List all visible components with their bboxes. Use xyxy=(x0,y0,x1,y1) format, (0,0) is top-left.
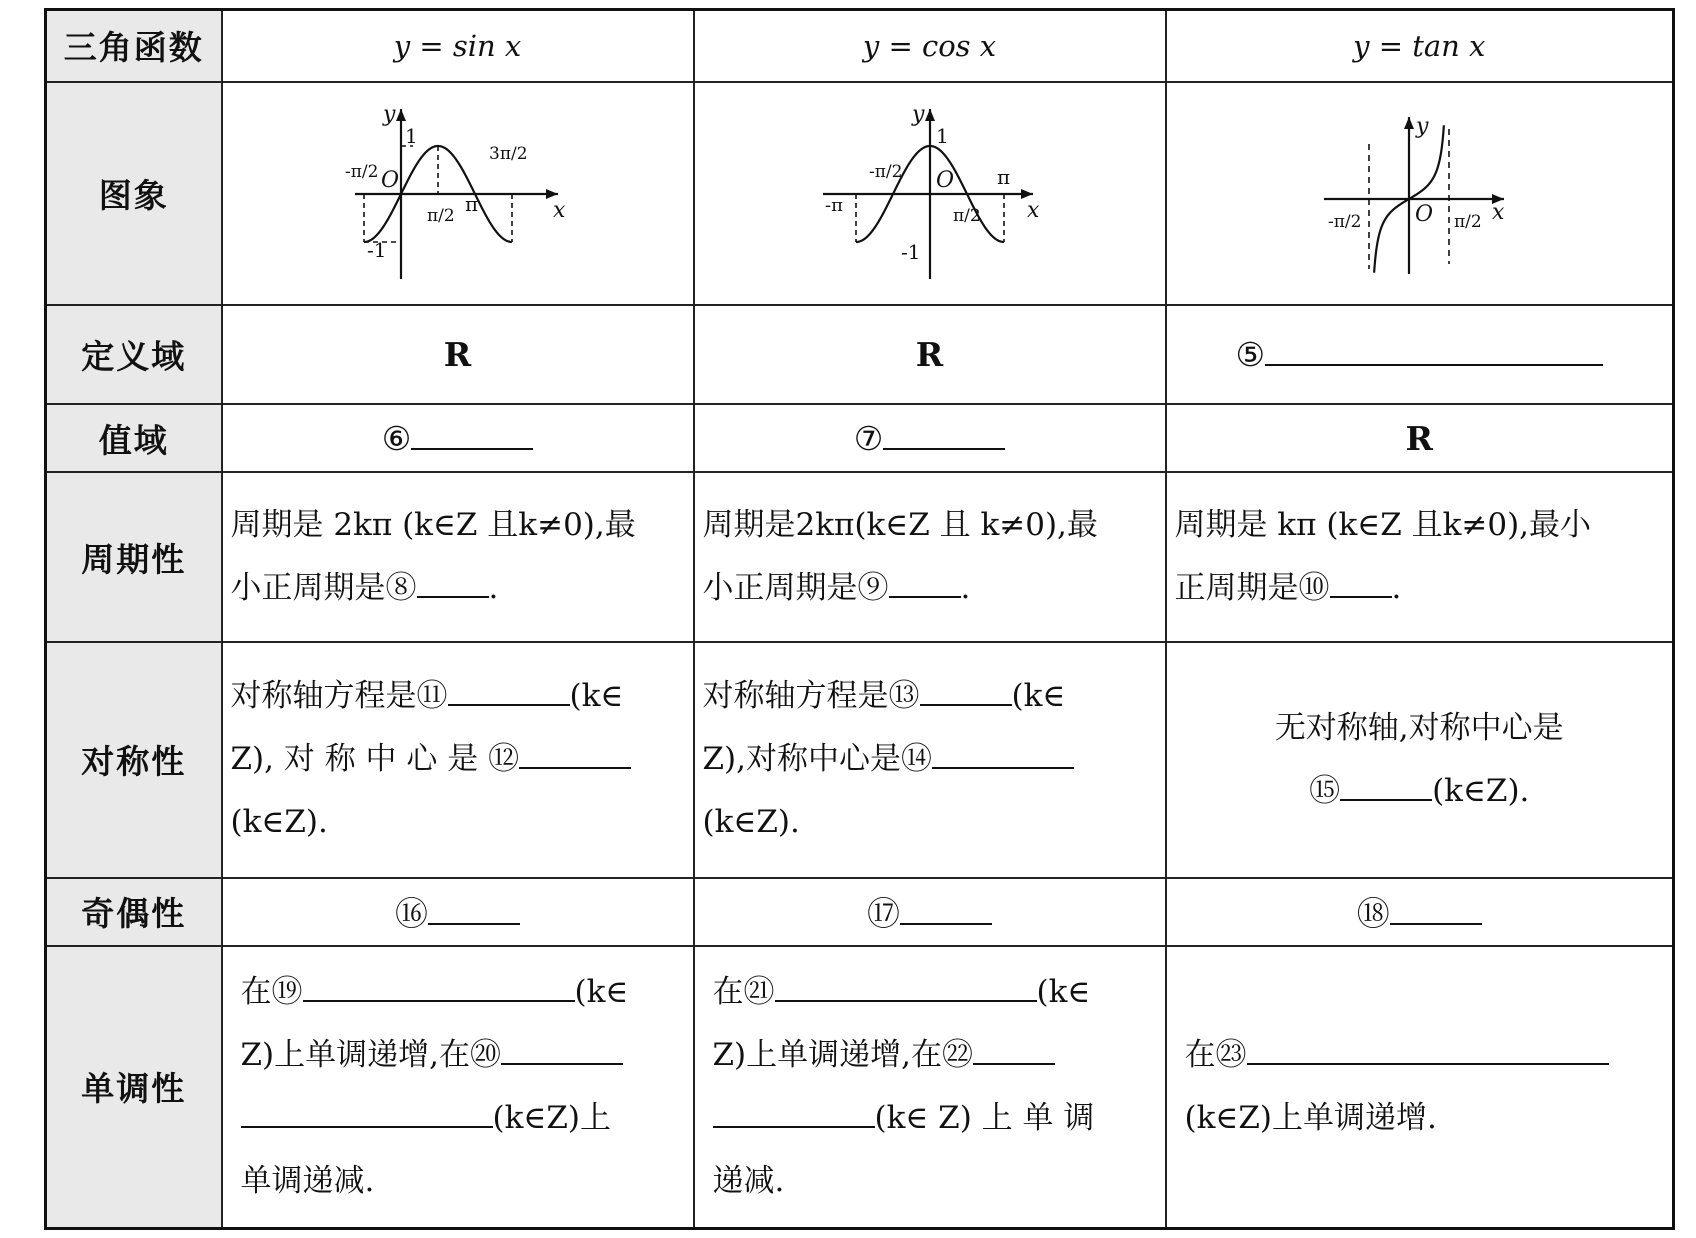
range-cos-cell xyxy=(694,404,1166,472)
symmetry-cos-line2 xyxy=(703,728,1157,791)
period-sin-line2: 小正周期是⑧ xyxy=(230,570,417,607)
monotonic-row xyxy=(46,946,1674,1229)
monotonic-sin-line2 xyxy=(241,1024,685,1087)
monotonic-cos-c: Z)上单调递增,在㉒ xyxy=(712,1036,973,1073)
parity-row xyxy=(46,878,1674,946)
sin-y-label: y xyxy=(382,101,395,127)
tan-y-label: y xyxy=(1416,113,1429,139)
range-cos-number: ⑦ xyxy=(853,419,884,459)
answer-blank xyxy=(428,893,520,925)
symmetry-sin-line1 xyxy=(231,665,685,728)
symmetry-tan-cell xyxy=(1166,642,1674,878)
trig-function-table xyxy=(44,8,1675,1230)
answer-blank xyxy=(519,737,631,769)
cos-neg-half-pi-label: -π/2 xyxy=(868,161,902,182)
monotonic-tan-b: (k∈Z)上单调递增. xyxy=(1184,1099,1437,1136)
monotonic-cos-d: (k∈ Z) 上 单 调 xyxy=(874,1099,1095,1136)
monotonic-tan-line1 xyxy=(1185,1024,1665,1087)
monotonic-tan-cell xyxy=(1166,946,1674,1229)
symmetry-tan-line2 xyxy=(1175,760,1665,823)
monotonic-cos-line2 xyxy=(713,1024,1157,1087)
tan-x-label: x xyxy=(1492,199,1505,225)
answer-blank xyxy=(241,1096,493,1128)
period-cos-cell xyxy=(694,472,1166,642)
monotonic-sin-a: 在⑲ xyxy=(240,973,303,1010)
monotonic-sin-line3 xyxy=(241,1087,685,1150)
symmetry-sin-d: (k∈Z). xyxy=(230,804,328,841)
trig-function-table-sheet xyxy=(44,8,1672,1230)
period-sin-line1: 周期是 2kπ (k∈Z 且k≠0),最 xyxy=(230,507,636,544)
monotonic-sin-c: Z)上单调递增,在⑳ xyxy=(240,1036,501,1073)
monotonic-cos-line1 xyxy=(713,961,1157,1024)
symmetry-sin-c: Z), 对 称 中 心 是 ⑫ xyxy=(230,741,520,778)
parity-cos-number: ⑰ xyxy=(867,894,900,934)
range-row-label: 值域 xyxy=(46,404,222,472)
symmetry-cos-a: 对称轴方程是⑬ xyxy=(702,678,920,715)
symmetry-cos-line1 xyxy=(703,665,1157,728)
sin-x-label: x xyxy=(552,197,565,223)
period-cos-line1: 周期是2kπ(k∈Z 且 k≠0),最 xyxy=(702,507,1098,544)
monotonic-cos-line3 xyxy=(713,1087,1157,1150)
sin-graph-cell xyxy=(222,82,694,305)
period-tan-line1: 周期是 kπ (k∈Z 且k≠0),最小 xyxy=(1174,507,1592,544)
domain-tan-number: ⑤ xyxy=(1235,335,1266,375)
graph-row xyxy=(46,82,1674,305)
answer-blank xyxy=(889,566,961,598)
answer-blank xyxy=(775,970,1037,1002)
period-tan-cell xyxy=(1166,472,1674,642)
tan-graph-cell xyxy=(1166,82,1674,305)
monotonic-cos-b: (k∈ xyxy=(1036,973,1091,1010)
monotonic-sin-line1 xyxy=(241,961,685,1024)
symmetry-cos-c: Z),对称中心是⑭ xyxy=(702,741,932,778)
range-sin-number: ⑥ xyxy=(381,419,412,459)
symmetry-sin-cell xyxy=(222,642,694,878)
answer-blank xyxy=(973,1033,1055,1065)
monotonic-cos-e: 递减. xyxy=(712,1162,785,1199)
monotonic-sin-cell xyxy=(222,946,694,1229)
period-row xyxy=(46,472,1674,642)
period-row-label: 周期性 xyxy=(46,472,222,642)
sin-one-label: 1 xyxy=(404,123,418,148)
parity-tan-number: ⑱ xyxy=(1356,894,1390,934)
symmetry-row xyxy=(46,642,1674,878)
period-tan-line2-wrap: 正周期是⑩ . xyxy=(1175,557,1665,620)
header-row xyxy=(46,10,1674,82)
period-sin-cell xyxy=(222,472,694,642)
parity-row-label: 奇偶性 xyxy=(46,878,222,946)
monotonic-cos-cell xyxy=(694,946,1166,1229)
range-sin-cell xyxy=(222,404,694,472)
answer-blank xyxy=(1265,334,1603,366)
parity-sin-cell xyxy=(222,878,694,946)
domain-sin: R xyxy=(222,305,694,405)
range-tan: R xyxy=(1166,404,1674,472)
sin-neg-one-label: -1 xyxy=(366,237,386,262)
cos-y-label: y xyxy=(911,101,924,127)
symmetry-sin-line2 xyxy=(231,728,685,791)
period-cos-line2-wrap: 小正周期是⑨ . xyxy=(703,557,1157,620)
answer-blank xyxy=(448,674,570,706)
symmetry-row-label: 对称性 xyxy=(46,642,222,878)
parity-sin-number: ⑯ xyxy=(395,894,428,934)
monotonic-sin-e: 单调递减. xyxy=(240,1162,375,1199)
cos-half-pi-label: π/2 xyxy=(952,205,981,226)
symmetry-tan-b: ⑮ xyxy=(1309,772,1341,809)
tan-origin-label: O xyxy=(1415,201,1434,227)
symmetry-tan-a: 无对称轴,对称中心是 xyxy=(1274,709,1564,746)
symmetry-sin-b: (k∈ xyxy=(569,678,624,715)
parity-tan-cell xyxy=(1166,878,1674,946)
cos-graph-cell xyxy=(694,82,1166,305)
sin-half-pi-label: π/2 xyxy=(426,205,455,226)
symmetry-cos-d: (k∈Z). xyxy=(702,804,800,841)
range-row xyxy=(46,404,1674,472)
monotonic-sin-b: (k∈ xyxy=(574,973,629,1010)
tan-neg-half-pi-label: -π/2 xyxy=(1328,211,1362,232)
answer-blank xyxy=(1390,893,1482,925)
answer-blank xyxy=(501,1033,623,1065)
header-sin: y = sin x xyxy=(222,10,694,82)
cos-x-label: x xyxy=(1026,197,1039,223)
sin-neg-half-pi-label: -π/2 xyxy=(344,161,378,182)
cos-graph xyxy=(815,99,1045,284)
answer-blank xyxy=(1340,769,1432,801)
cos-origin-label: O xyxy=(935,167,954,193)
answer-blank xyxy=(713,1096,875,1128)
cos-one-label: 1 xyxy=(935,123,949,148)
symmetry-sin-a: 对称轴方程是⑪ xyxy=(230,678,448,715)
sin-three-half-pi-label: 3π/2 xyxy=(488,143,528,164)
header-label: 三角函数 xyxy=(46,10,222,82)
answer-blank xyxy=(303,970,575,1002)
sin-graph xyxy=(343,99,573,284)
domain-tan-cell xyxy=(1166,305,1674,405)
domain-row xyxy=(46,305,1674,405)
monotonic-sin-d: (k∈Z)上 xyxy=(492,1099,611,1136)
monotonic-cos-a: 在㉑ xyxy=(712,973,775,1010)
sin-origin-label: O xyxy=(380,167,399,193)
cos-neg-one-label: -1 xyxy=(900,239,920,264)
domain-row-label: 定义域 xyxy=(46,305,222,405)
cos-pi-label: π xyxy=(996,164,1010,189)
tan-graph xyxy=(1304,99,1534,284)
answer-blank xyxy=(1330,566,1392,598)
domain-cos: R xyxy=(694,305,1166,405)
answer-blank xyxy=(883,418,1005,450)
sin-pi-label: π xyxy=(464,191,478,216)
answer-blank xyxy=(900,893,992,925)
period-cos-line2: 小正周期是⑨ xyxy=(702,570,889,607)
symmetry-cos-cell xyxy=(694,642,1166,878)
answer-blank xyxy=(417,566,489,598)
answer-blank xyxy=(932,737,1074,769)
answer-blank xyxy=(411,418,533,450)
monotonic-row-label: 单调性 xyxy=(46,946,222,1229)
answer-blank xyxy=(1247,1033,1609,1065)
tan-half-pi-label: π/2 xyxy=(1454,211,1482,232)
period-sin-line2-wrap: 小正周期是⑧ . xyxy=(231,557,685,620)
parity-cos-cell xyxy=(694,878,1166,946)
symmetry-cos-b: (k∈ xyxy=(1011,678,1066,715)
header-cos: y = cos x xyxy=(694,10,1166,82)
cos-neg-pi-label: -π xyxy=(824,194,843,216)
answer-blank xyxy=(920,674,1012,706)
header-tan: y = tan x xyxy=(1166,10,1674,82)
period-tan-line2: 正周期是⑩ xyxy=(1174,570,1330,607)
graph-row-label: 图象 xyxy=(46,82,222,305)
symmetry-tan-c: (k∈Z). xyxy=(1432,772,1530,809)
monotonic-tan-a: 在㉓ xyxy=(1184,1036,1247,1073)
